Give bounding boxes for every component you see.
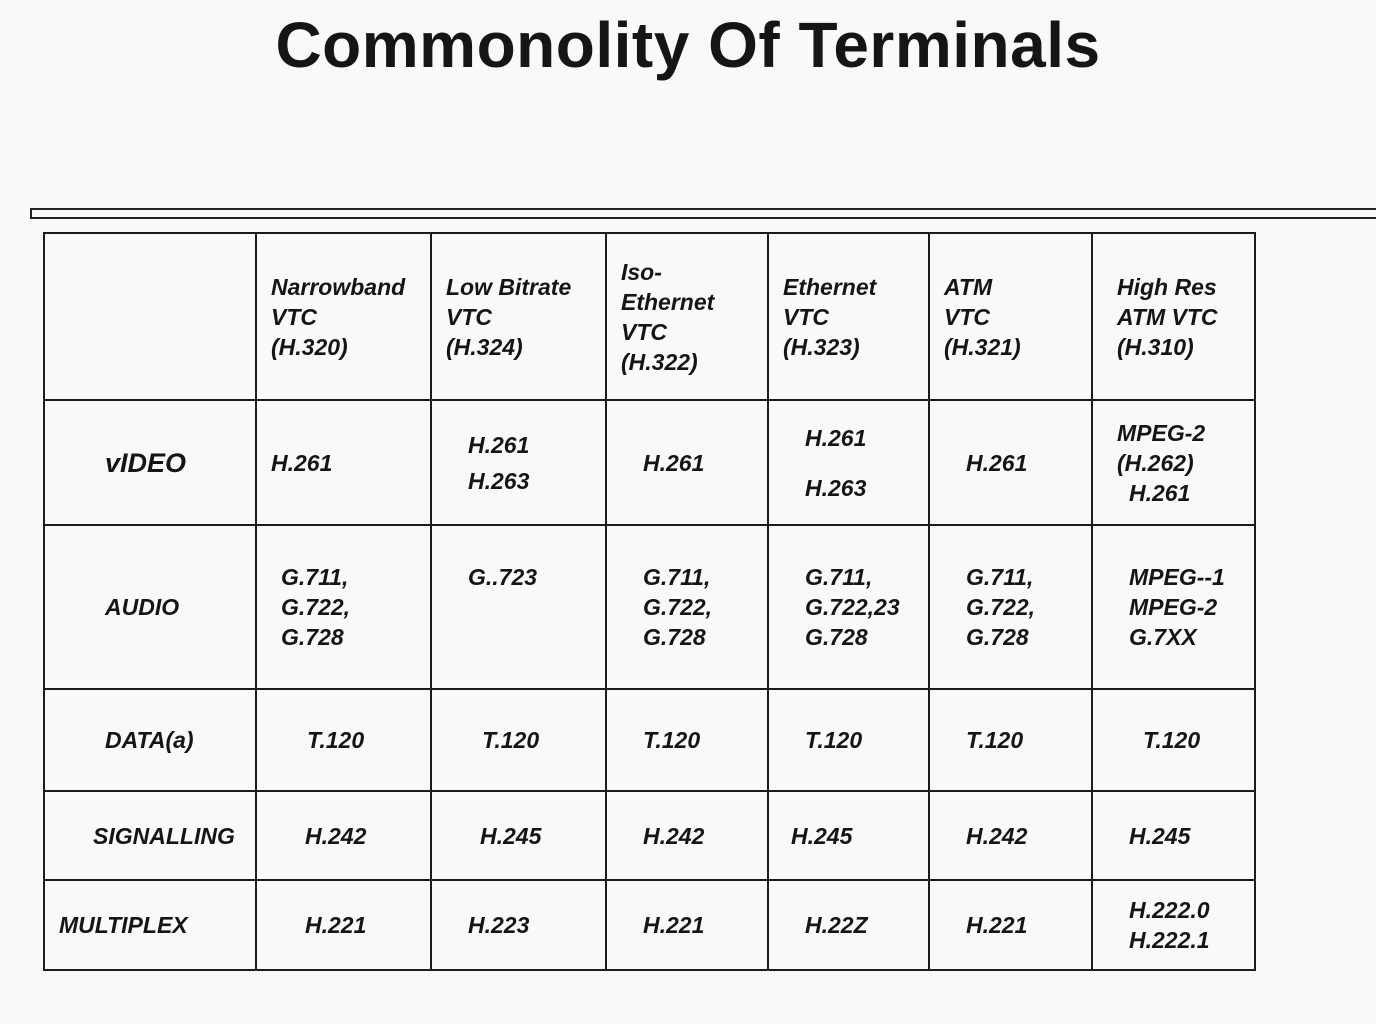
table-row-video	[44, 400, 1255, 525]
table-cell: G.711, G.722, G.728	[606, 525, 768, 689]
column-header-ethernet: Ethernet VTC (H.323)	[768, 233, 929, 400]
table-cell: G.711, G.722, G.728	[256, 525, 431, 689]
column-header-low-bitrate: Low Bitrate VTC (H.324)	[431, 233, 606, 400]
horizontal-rule	[30, 208, 1376, 219]
table-cell: T.120	[431, 689, 606, 791]
table-cell: H.221	[256, 880, 431, 970]
row-label-multiplex: MULTIPLEX	[44, 880, 256, 970]
table-cell: H.245	[1092, 791, 1255, 880]
table-cell: T.120	[1092, 689, 1255, 791]
row-label-data: DATA(a)	[44, 689, 256, 791]
column-header-high-res-atm: High Res ATM VTC (H.310)	[1092, 233, 1255, 400]
row-label-video: vIDEO	[44, 400, 256, 525]
row-label-signalling: SIGNALLING	[44, 791, 256, 880]
table-cell: H.221	[606, 880, 768, 970]
header-corner-cell	[44, 233, 256, 400]
table-cell: H.245	[431, 791, 606, 880]
table-cell: H.261	[929, 400, 1092, 525]
table-cell: G..723	[431, 525, 606, 689]
table-cell: H.22Z	[768, 880, 929, 970]
table-cell: MPEG--1 MPEG-2 G.7XX	[1092, 525, 1255, 689]
column-header-iso-ethernet: Iso- Ethernet VTC (H.322)	[606, 233, 768, 400]
table-cell: T.120	[606, 689, 768, 791]
table-cell: H.242	[929, 791, 1092, 880]
table-cell: G.711, G.722,23 G.728	[768, 525, 929, 689]
table-cell: H.242	[606, 791, 768, 880]
column-header-narrowband: Narrowband VTC (H.320)	[256, 233, 431, 400]
table-row-signalling	[44, 791, 1255, 880]
table-cell: H.261 H.263	[768, 400, 929, 525]
table-cell: T.120	[929, 689, 1092, 791]
table-cell: MPEG-2 (H.262) H.261	[1092, 400, 1255, 525]
table-row-audio	[44, 525, 1255, 689]
terminal-comparison-table	[43, 232, 1256, 971]
table-cell: T.120	[256, 689, 431, 791]
table-cell: T.120	[768, 689, 929, 791]
table-row-multiplex	[44, 880, 1255, 970]
table-cell: H.261	[256, 400, 431, 525]
table-cell: H.261	[606, 400, 768, 525]
table-cell: H.222.0 H.222.1	[1092, 880, 1255, 970]
table-cell: H.245	[768, 791, 929, 880]
table-cell: H.261 H.263	[431, 400, 606, 525]
table-cell: G.711, G.722, G.728	[929, 525, 1092, 689]
table-cell: H.221	[929, 880, 1092, 970]
column-header-atm: ATM VTC (H.321)	[929, 233, 1092, 400]
page-title: Commonolity Of Terminals	[275, 9, 1101, 81]
table-row-data	[44, 689, 1255, 791]
table-header-row	[44, 233, 1255, 400]
table-cell: H.223	[431, 880, 606, 970]
row-label-audio: AUDIO	[44, 525, 256, 689]
table-cell: H.242	[256, 791, 431, 880]
